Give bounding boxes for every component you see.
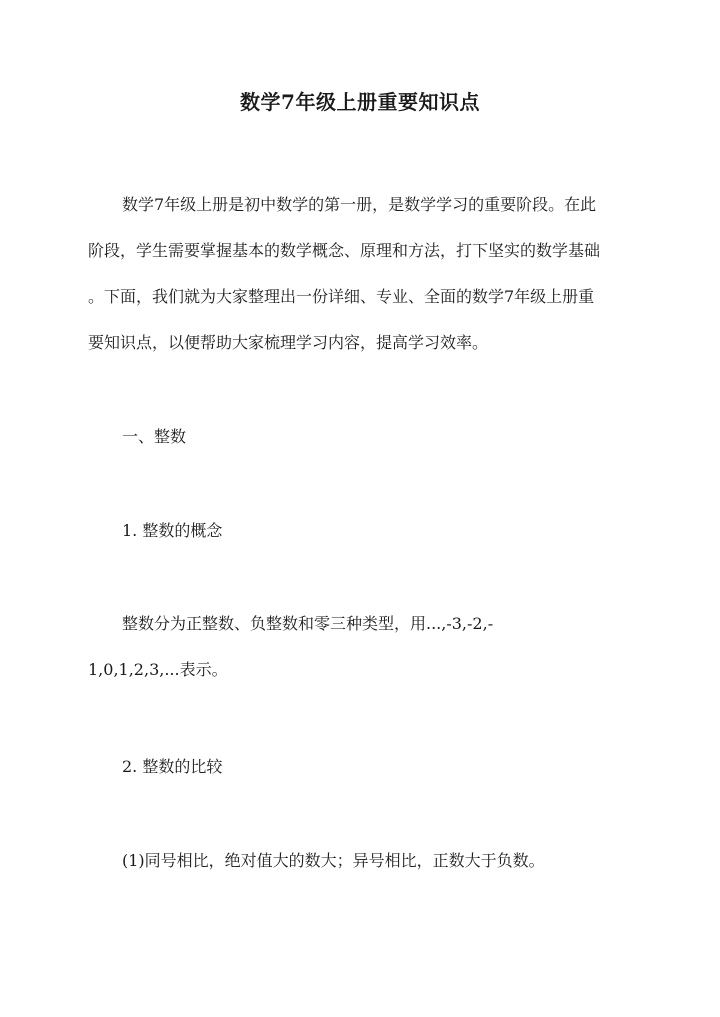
intro-line: 。下面，我们就为大家整理出一份详细、专业、全面的数学7年级上册重	[88, 287, 595, 306]
section-heading-integers: 一、整数	[122, 427, 187, 446]
intro-line: 要知识点，以便帮助大家梳理学习内容，提高学习效率。	[88, 333, 489, 352]
concept-line: 1,0,1,2,3,...表示。	[88, 660, 228, 679]
document-title: 数学7年级上册重要知识点	[240, 90, 480, 114]
intro-line: 数学7年级上册是初中数学的第一册，是数学学习的重要阶段。在此	[122, 195, 597, 214]
intro-paragraph	[88, 182, 636, 366]
comparison-rule-item: (1)同号相比，绝对值大的数大；异号相比，正数大于负数。	[122, 851, 545, 870]
intro-line: 阶段，学生需要掌握基本的数学概念、原理和方法，打下坚实的数学基础	[88, 241, 601, 260]
subsection-heading-concept: 1. 整数的概念	[122, 521, 223, 540]
concept-paragraph	[88, 601, 636, 693]
subsection-heading-comparison: 2. 整数的比较	[122, 757, 223, 776]
concept-line: 整数分为正整数、负整数和零三种类型，用...,-3,-2,-	[122, 614, 494, 633]
